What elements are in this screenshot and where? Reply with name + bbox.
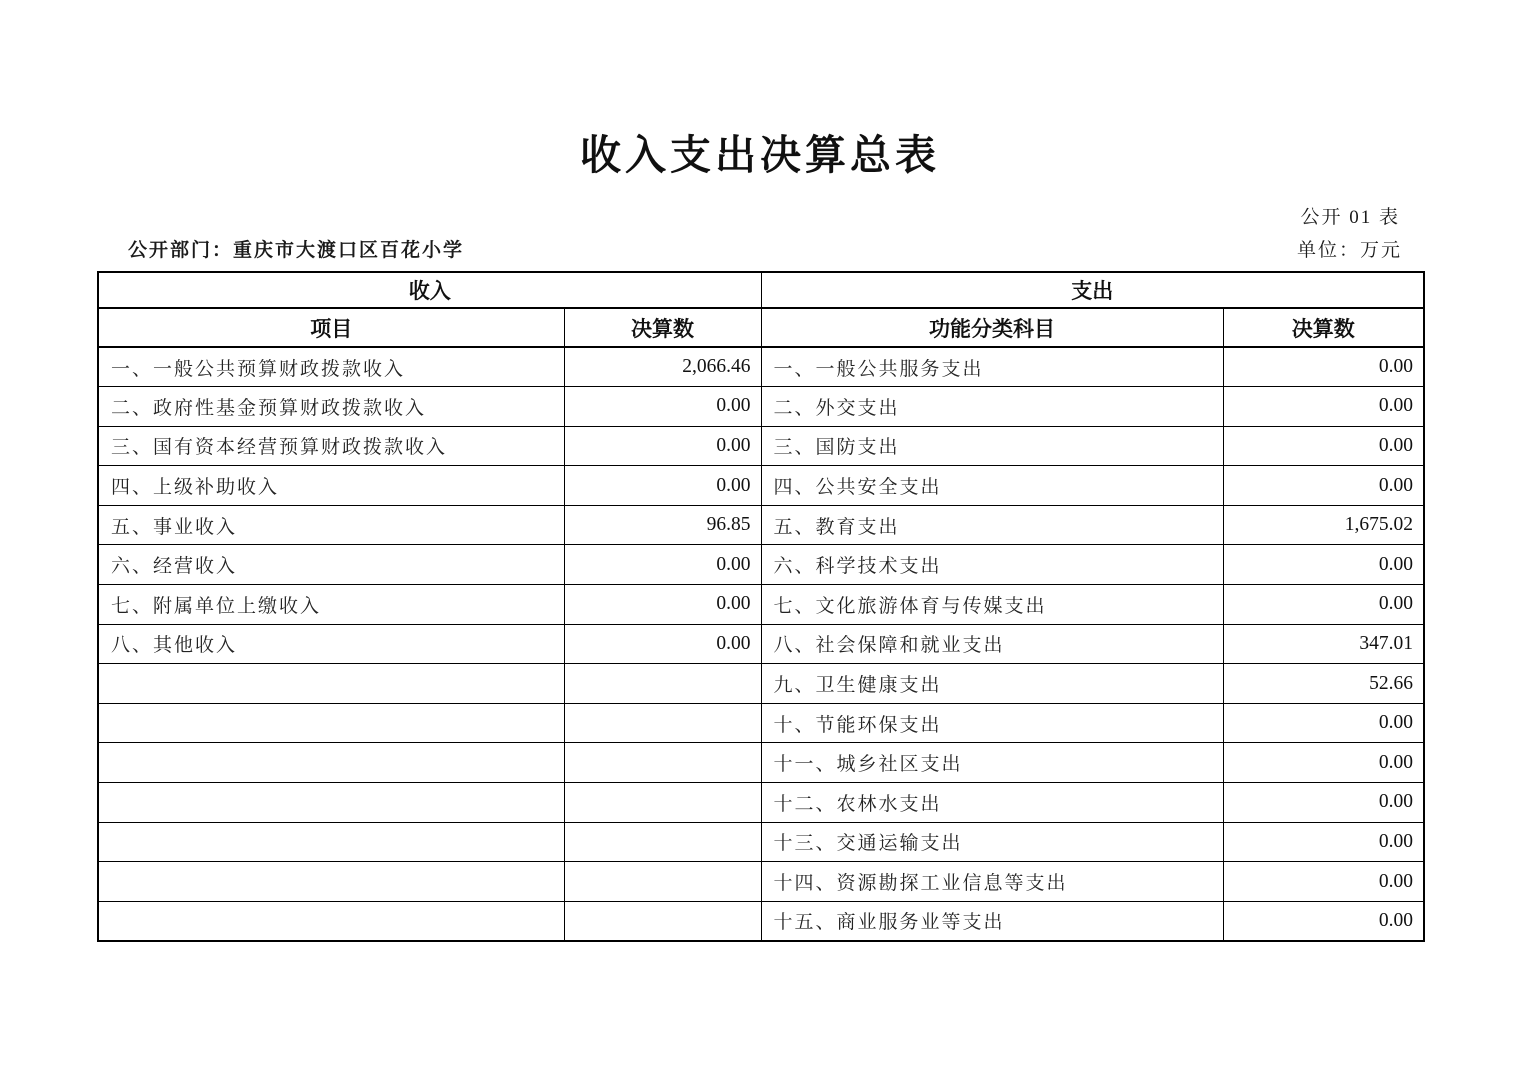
income-item-cell: 六、经营收入	[98, 545, 564, 585]
income-value-cell: 0.00	[564, 426, 761, 466]
expenditure-value-cell: 0.00	[1223, 545, 1424, 585]
income-value-cell	[564, 743, 761, 783]
table-row	[98, 703, 1424, 743]
table-row	[98, 822, 1424, 862]
expenditure-item-cell: 九、卫生健康支出	[761, 664, 1223, 704]
table-row	[98, 505, 1424, 545]
table-row	[98, 783, 1424, 823]
expenditure-item-cell: 十、节能环保支出	[761, 703, 1223, 743]
expenditure-item-cell: 五、教育支出	[761, 505, 1223, 545]
expenditure-item-cell: 十一、城乡社区支出	[761, 743, 1223, 783]
expenditure-section-header: 支出	[761, 272, 1424, 308]
table-row	[98, 426, 1424, 466]
income-value-cell: 0.00	[564, 466, 761, 506]
income-value-cell: 0.00	[564, 585, 761, 625]
expenditure-value-cell: 0.00	[1223, 743, 1424, 783]
budget-summary-table	[97, 271, 1425, 942]
expenditure-item-cell: 一、一般公共服务支出	[761, 347, 1223, 387]
expenditure-value-cell: 0.00	[1223, 387, 1424, 427]
department-label: 公开部门：重庆市大渡口区百花小学	[128, 240, 465, 261]
expenditure-value-cell: 0.00	[1223, 862, 1424, 902]
table-row	[98, 347, 1424, 387]
income-value-cell: 0.00	[564, 624, 761, 664]
expenditure-item-header: 功能分类科目	[761, 308, 1223, 347]
expenditure-item-cell: 六、科学技术支出	[761, 545, 1223, 585]
table-row	[98, 862, 1424, 902]
income-item-cell	[98, 664, 564, 704]
income-item-cell: 四、上级补助收入	[98, 466, 564, 506]
income-item-cell	[98, 703, 564, 743]
expenditure-item-cell: 十三、交通运输支出	[761, 822, 1223, 862]
expenditure-item-cell: 三、国防支出	[761, 426, 1223, 466]
table-row	[98, 901, 1424, 941]
expenditure-value-cell: 1,675.02	[1223, 505, 1424, 545]
expenditure-value-cell: 0.00	[1223, 783, 1424, 823]
sheet-number-label: 公开 01 表	[1300, 207, 1400, 228]
income-item-cell: 一、一般公共预算财政拨款收入	[98, 347, 564, 387]
expenditure-value-cell: 0.00	[1223, 347, 1424, 387]
income-item-cell: 七、附属单位上缴收入	[98, 585, 564, 625]
income-value-header: 决算数	[564, 308, 761, 347]
expenditure-value-cell: 0.00	[1223, 585, 1424, 625]
income-item-cell	[98, 822, 564, 862]
expenditure-value-header: 决算数	[1223, 308, 1424, 347]
income-item-cell	[98, 901, 564, 941]
table-row	[98, 624, 1424, 664]
expenditure-value-cell: 347.01	[1223, 624, 1424, 664]
income-item-header: 项目	[98, 308, 564, 347]
expenditure-value-cell: 0.00	[1223, 901, 1424, 941]
income-item-cell	[98, 743, 564, 783]
income-item-cell: 二、政府性基金预算财政拨款收入	[98, 387, 564, 427]
income-value-cell	[564, 664, 761, 704]
income-value-cell	[564, 822, 761, 862]
income-item-cell: 三、国有资本经营预算财政拨款收入	[98, 426, 564, 466]
column-header-row	[98, 308, 1424, 347]
expenditure-item-cell: 二、外交支出	[761, 387, 1223, 427]
income-item-cell: 五、事业收入	[98, 505, 564, 545]
expenditure-value-cell: 0.00	[1223, 466, 1424, 506]
expenditure-value-cell: 0.00	[1223, 822, 1424, 862]
income-value-cell: 2,066.46	[564, 347, 761, 387]
table-row	[98, 585, 1424, 625]
expenditure-value-cell: 0.00	[1223, 426, 1424, 466]
table-row	[98, 466, 1424, 506]
income-item-cell: 八、其他收入	[98, 624, 564, 664]
page-title: 收入支出决算总表	[580, 132, 940, 178]
expenditure-value-cell: 0.00	[1223, 703, 1424, 743]
expenditure-item-cell: 四、公共安全支出	[761, 466, 1223, 506]
expenditure-item-cell: 八、社会保障和就业支出	[761, 624, 1223, 664]
income-value-cell	[564, 783, 761, 823]
table-row	[98, 387, 1424, 427]
expenditure-item-cell: 十二、农林水支出	[761, 783, 1223, 823]
income-item-cell	[98, 783, 564, 823]
income-value-cell: 96.85	[564, 505, 761, 545]
expenditure-item-cell: 十五、商业服务业等支出	[761, 901, 1223, 941]
income-value-cell	[564, 703, 761, 743]
expenditure-item-cell: 十四、资源勘探工业信息等支出	[761, 862, 1223, 902]
section-header-row	[98, 272, 1424, 308]
income-section-header: 收入	[98, 272, 761, 308]
table-row	[98, 743, 1424, 783]
income-item-cell	[98, 862, 564, 902]
table-row	[98, 545, 1424, 585]
expenditure-value-cell: 52.66	[1223, 664, 1424, 704]
table-row	[98, 664, 1424, 704]
income-value-cell	[564, 862, 761, 902]
income-value-cell: 0.00	[564, 545, 761, 585]
expenditure-item-cell: 七、文化旅游体育与传媒支出	[761, 585, 1223, 625]
income-value-cell: 0.00	[564, 387, 761, 427]
income-value-cell	[564, 901, 761, 941]
unit-label: 单位：万元	[1296, 240, 1402, 261]
